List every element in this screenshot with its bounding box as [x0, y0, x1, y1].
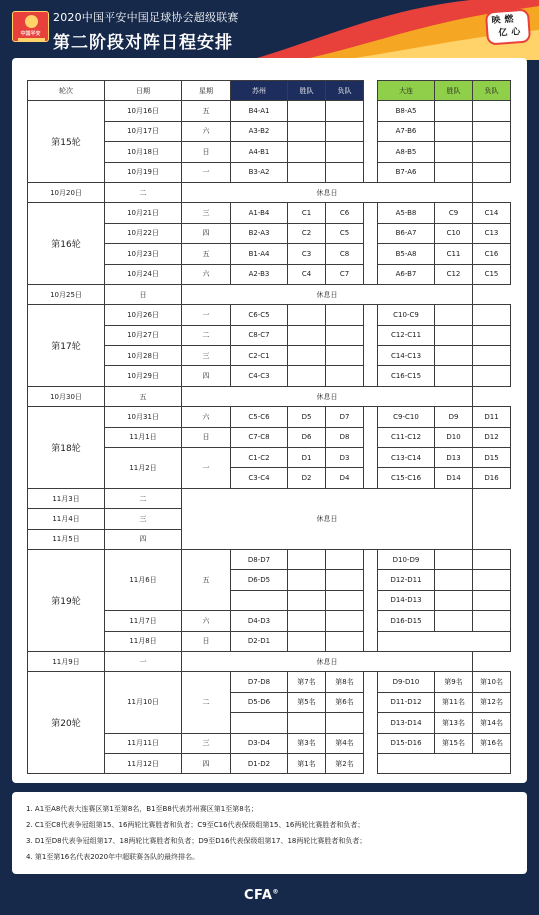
- suzhou-winner: [288, 101, 326, 121]
- suzhou-winner: [288, 611, 326, 631]
- date-cell: 11月7日: [105, 611, 182, 631]
- col-suzhou-header: 苏州: [231, 81, 288, 101]
- suzhou-winner: D6: [288, 427, 326, 447]
- suzhou-match: C8-C7: [231, 325, 288, 345]
- suzhou-match: [231, 713, 288, 733]
- col-gap: [364, 366, 378, 386]
- date-cell: 11月9日: [28, 651, 105, 671]
- suzhou-winner: 第5名: [288, 692, 326, 712]
- dalian-match: C10-C9: [378, 305, 435, 325]
- dalian-match: D15-D16: [378, 733, 435, 753]
- schedule-card: [12, 58, 527, 783]
- suzhou-loser: 第4名: [326, 733, 364, 753]
- weekday-cell: 三: [182, 733, 231, 753]
- col-gap: [364, 407, 378, 427]
- suzhou-winner: C2: [288, 223, 326, 243]
- col-gap: [364, 570, 378, 590]
- suzhou-match: A1-B4: [231, 203, 288, 223]
- suzhou-match: B2-A3: [231, 223, 288, 243]
- dalian-match: D10-D9: [378, 549, 435, 569]
- dalian-winner: [435, 611, 473, 631]
- col-gap: [364, 325, 378, 345]
- dalian-loser: C14: [473, 203, 511, 223]
- col-gap: [364, 631, 378, 651]
- dalian-loser: D11: [473, 407, 511, 427]
- weekday-cell: 三: [182, 203, 231, 223]
- col-dalian-header: 大连: [378, 81, 435, 101]
- badge-char: 燃: [504, 14, 514, 26]
- dalian-loser: [473, 305, 511, 325]
- dalian-match: D14-D13: [378, 590, 435, 610]
- date-cell: 10月30日: [28, 386, 105, 406]
- table-row: [28, 549, 511, 569]
- suzhou-match: C4-C3: [231, 366, 288, 386]
- date-cell: 10月21日: [105, 203, 182, 223]
- suzhou-loser: [326, 590, 364, 610]
- suzhou-winner: [288, 549, 326, 569]
- dalian-match: D9-D10: [378, 672, 435, 692]
- date-cell: 11月1日: [105, 427, 182, 447]
- dalian-loser: D15: [473, 448, 511, 468]
- note-line: 2. C1至C8代表争冠组第15、16两轮比赛胜者和负者；C9至C16代表保级组第15、16两轮比赛胜者和负者；: [26, 821, 365, 829]
- suzhou-match: A4-B1: [231, 142, 288, 162]
- dalian-loser: C15: [473, 264, 511, 284]
- table-row: [28, 182, 511, 202]
- suzhou-winner: [288, 570, 326, 590]
- header: [0, 0, 539, 60]
- col-dalian-loser-header: 负队: [473, 81, 511, 101]
- col-gap: [364, 101, 378, 121]
- dalian-loser: [473, 570, 511, 590]
- weekday-cell: 二: [105, 488, 182, 508]
- date-cell: 10月28日: [105, 346, 182, 366]
- suzhou-loser: [326, 713, 364, 733]
- dalian-match: A7-B6: [378, 121, 435, 141]
- suzhou-winner: C4: [288, 264, 326, 284]
- suzhou-loser: [326, 611, 364, 631]
- suzhou-match: C7-C8: [231, 427, 288, 447]
- dalian-winner: 第11名: [435, 692, 473, 712]
- suzhou-winner: D1: [288, 448, 326, 468]
- schedule-table: [27, 80, 511, 774]
- col-gap: [364, 549, 378, 569]
- dalian-winner: 第13名: [435, 713, 473, 733]
- weekday-cell: 五: [182, 244, 231, 264]
- table-row: [28, 203, 511, 223]
- suzhou-loser: [326, 142, 364, 162]
- dalian-match: C15-C16: [378, 468, 435, 488]
- suzhou-loser: [326, 549, 364, 569]
- dalian-winner: [435, 590, 473, 610]
- dalian-match: B7-A6: [378, 162, 435, 182]
- dalian-match: C13-C14: [378, 448, 435, 468]
- dalian-loser: [473, 611, 511, 631]
- dalian-winner: [435, 162, 473, 182]
- suzhou-winner: [288, 305, 326, 325]
- dalian-winner: C10: [435, 223, 473, 243]
- suzhou-winner: [288, 366, 326, 386]
- rest-day-cell: 休息日: [182, 284, 473, 304]
- dalian-match: A6-B7: [378, 264, 435, 284]
- date-cell: 10月16日: [105, 101, 182, 121]
- round-label: 第16轮: [28, 203, 105, 285]
- dalian-winner: 第9名: [435, 672, 473, 692]
- suzhou-winner: 第3名: [288, 733, 326, 753]
- dalian-match: A5-B8: [378, 203, 435, 223]
- dalian-winner: C12: [435, 264, 473, 284]
- col-gap: [364, 692, 378, 712]
- weekday-cell: 三: [182, 346, 231, 366]
- col-gap: [364, 672, 378, 692]
- suzhou-loser: C5: [326, 223, 364, 243]
- dalian-match: D12-D11: [378, 570, 435, 590]
- date-cell: 10月29日: [105, 366, 182, 386]
- rest-day-cell: 休息日: [182, 488, 473, 549]
- date-cell: 11月11日: [105, 733, 182, 753]
- note-line: 1. A1至A8代表大连赛区第1至第8名，B1至B8代表苏州赛区第1至第8名；: [26, 805, 258, 813]
- col-gap: [364, 448, 378, 468]
- weekday-cell: 四: [182, 366, 231, 386]
- col-gap: [364, 203, 378, 223]
- col-suzhou-loser-header: 负队: [326, 81, 364, 101]
- suzhou-match: C6-C5: [231, 305, 288, 325]
- dalian-loser: 第10名: [473, 672, 511, 692]
- dalian-match: C11-C12: [378, 427, 435, 447]
- dalian-empty: [378, 753, 511, 773]
- weekday-cell: 六: [182, 407, 231, 427]
- suzhou-loser: 第8名: [326, 672, 364, 692]
- rest-day-cell: 休息日: [182, 182, 473, 202]
- suzhou-loser: C7: [326, 264, 364, 284]
- logo-stripe: [18, 38, 45, 41]
- cfa-logo-text: CFA: [244, 888, 273, 903]
- suzhou-loser: [326, 631, 364, 651]
- notes-panel: [12, 792, 527, 874]
- dalian-loser: D16: [473, 468, 511, 488]
- round-label: 第18轮: [28, 407, 105, 489]
- league-name: 2020中国平安中国足球协会超级联赛: [53, 11, 239, 24]
- date-cell: 10月19日: [105, 162, 182, 182]
- col-gap: [364, 346, 378, 366]
- weekday-cell: 四: [182, 223, 231, 243]
- dalian-match: C14-C13: [378, 346, 435, 366]
- weekday-cell: 六: [182, 121, 231, 141]
- dalian-loser: [473, 346, 511, 366]
- weekday-cell: 四: [182, 753, 231, 773]
- suzhou-loser: [326, 101, 364, 121]
- dalian-winner: [435, 366, 473, 386]
- col-gap: [364, 81, 378, 101]
- weekday-cell: 日: [182, 142, 231, 162]
- suzhou-loser: [326, 570, 364, 590]
- col-round-header: 轮次: [28, 81, 105, 101]
- dalian-loser: [473, 590, 511, 610]
- table-row: [28, 488, 511, 508]
- date-cell: 10月25日: [28, 284, 105, 304]
- suzhou-winner: [288, 590, 326, 610]
- dalian-winner: [435, 325, 473, 345]
- dalian-loser: D12: [473, 427, 511, 447]
- dalian-loser: [473, 121, 511, 141]
- dalian-winner: [435, 346, 473, 366]
- date-cell: 10月20日: [28, 182, 105, 202]
- dalian-loser: [473, 101, 511, 121]
- date-cell: 10月18日: [105, 142, 182, 162]
- suzhou-loser: [326, 346, 364, 366]
- suzhou-loser: [326, 121, 364, 141]
- suzhou-winner: [288, 162, 326, 182]
- page-title: 第二阶段对阵日程安排: [53, 33, 233, 53]
- dalian-match: B8-A5: [378, 101, 435, 121]
- col-gap: [364, 142, 378, 162]
- weekday-cell: 二: [182, 672, 231, 733]
- dalian-loser: C13: [473, 223, 511, 243]
- suzhou-winner: [288, 346, 326, 366]
- suzhou-loser: D8: [326, 427, 364, 447]
- date-cell: 10月26日: [105, 305, 182, 325]
- date-cell: 10月24日: [105, 264, 182, 284]
- col-date-header: 日期: [105, 81, 182, 101]
- suzhou-match: D3-D4: [231, 733, 288, 753]
- round-label: 第20轮: [28, 672, 105, 774]
- suzhou-match: C5-C6: [231, 407, 288, 427]
- col-gap: [364, 305, 378, 325]
- badge-char: 心: [511, 27, 521, 38]
- suzhou-loser: [326, 305, 364, 325]
- col-suzhou-winner-header: 胜队: [288, 81, 326, 101]
- dalian-match: A8-B5: [378, 142, 435, 162]
- suzhou-match: D1-D2: [231, 753, 288, 773]
- suzhou-match: D2-D1: [231, 631, 288, 651]
- dalian-winner: D14: [435, 468, 473, 488]
- suzhou-match: C3-C4: [231, 468, 288, 488]
- col-gap: [364, 244, 378, 264]
- dalian-winner: D13: [435, 448, 473, 468]
- weekday-cell: 二: [105, 182, 182, 202]
- dalian-match: C12-C11: [378, 325, 435, 345]
- suzhou-winner: C3: [288, 244, 326, 264]
- note-line: 3. D1至D8代表争冠组第17、18两轮比赛胜者和负者；D9至D16代表保级组第17、18两轮比赛胜者和负者；: [26, 837, 367, 845]
- suzhou-loser: [326, 162, 364, 182]
- dalian-winner: D10: [435, 427, 473, 447]
- weekday-cell: 一: [105, 651, 182, 671]
- col-dalian-winner-header: 胜队: [435, 81, 473, 101]
- dalian-empty: [378, 631, 511, 651]
- suzhou-match: C2-C1: [231, 346, 288, 366]
- weekday-cell: 日: [182, 427, 231, 447]
- round-label: 第17轮: [28, 305, 105, 387]
- date-cell: 11月5日: [28, 529, 105, 549]
- date-cell: 11月3日: [28, 488, 105, 508]
- suzhou-winner: 第7名: [288, 672, 326, 692]
- dalian-winner: 第15名: [435, 733, 473, 753]
- suzhou-winner: D5: [288, 407, 326, 427]
- suzhou-match: D8-D7: [231, 549, 288, 569]
- suzhou-winner: [288, 631, 326, 651]
- suzhou-winner: D2: [288, 468, 326, 488]
- dalian-loser: C16: [473, 244, 511, 264]
- suzhou-match: D4-D3: [231, 611, 288, 631]
- dalian-winner: [435, 549, 473, 569]
- date-cell: 11月10日: [105, 672, 182, 733]
- date-cell: 10月27日: [105, 325, 182, 345]
- suzhou-match: [231, 590, 288, 610]
- col-gap: [364, 468, 378, 488]
- weekday-cell: 六: [182, 611, 231, 631]
- date-cell: 11月8日: [105, 631, 182, 651]
- suzhou-match: D6-D5: [231, 570, 288, 590]
- weekday-cell: 五: [182, 549, 231, 610]
- suzhou-match: B4-A1: [231, 101, 288, 121]
- suzhou-loser: D7: [326, 407, 364, 427]
- suzhou-match: C1-C2: [231, 448, 288, 468]
- round-label: 第19轮: [28, 549, 105, 651]
- date-cell: 10月22日: [105, 223, 182, 243]
- suzhou-loser: 第2名: [326, 753, 364, 773]
- slogan-badge: [485, 9, 531, 46]
- col-gap: [364, 753, 378, 773]
- football-icon: [25, 15, 38, 28]
- weekday-cell: 一: [182, 448, 231, 489]
- date-cell: 10月17日: [105, 121, 182, 141]
- dalian-match: B5-A8: [378, 244, 435, 264]
- weekday-cell: 四: [105, 529, 182, 549]
- col-gap: [364, 611, 378, 631]
- suzhou-loser: [326, 325, 364, 345]
- date-cell: 11月4日: [28, 509, 105, 529]
- suzhou-loser: C6: [326, 203, 364, 223]
- dalian-winner: [435, 101, 473, 121]
- csl-logo: [12, 11, 49, 42]
- suzhou-match: A2-B3: [231, 264, 288, 284]
- suzhou-match: A3-B2: [231, 121, 288, 141]
- dalian-match: C9-C10: [378, 407, 435, 427]
- badge-char: 亿: [498, 28, 508, 39]
- logo-text: 中国平安: [20, 31, 41, 37]
- suzhou-match: D7-D8: [231, 672, 288, 692]
- dalian-match: B6-A7: [378, 223, 435, 243]
- date-cell: 11月12日: [105, 753, 182, 773]
- suzhou-match: D5-D6: [231, 692, 288, 712]
- date-cell: 11月2日: [105, 448, 182, 489]
- suzhou-loser: C8: [326, 244, 364, 264]
- table-row: [28, 305, 511, 325]
- table-row: [28, 651, 511, 671]
- col-gap: [364, 264, 378, 284]
- suzhou-winner: [288, 121, 326, 141]
- table-row: [28, 386, 511, 406]
- weekday-cell: 五: [105, 386, 182, 406]
- suzhou-winner: [288, 325, 326, 345]
- dalian-winner: C11: [435, 244, 473, 264]
- suzhou-winner: [288, 142, 326, 162]
- weekday-cell: 三: [105, 509, 182, 529]
- weekday-cell: 二: [182, 325, 231, 345]
- col-gap: [364, 427, 378, 447]
- round-label: 第15轮: [28, 101, 105, 183]
- col-gap: [364, 733, 378, 753]
- col-gap: [364, 590, 378, 610]
- suzhou-winner: C1: [288, 203, 326, 223]
- suzhou-loser: D3: [326, 448, 364, 468]
- weekday-cell: 六: [182, 264, 231, 284]
- suzhou-loser: D4: [326, 468, 364, 488]
- dalian-winner: [435, 142, 473, 162]
- dalian-loser: [473, 325, 511, 345]
- suzhou-match: B1-A4: [231, 244, 288, 264]
- dalian-loser: [473, 549, 511, 569]
- col-gap: [364, 223, 378, 243]
- col-gap: [364, 162, 378, 182]
- dalian-loser: [473, 142, 511, 162]
- weekday-cell: 一: [182, 305, 231, 325]
- dalian-winner: [435, 305, 473, 325]
- table-row: [28, 101, 511, 121]
- weekday-cell: 一: [182, 162, 231, 182]
- table-row: [28, 407, 511, 427]
- rest-day-cell: 休息日: [182, 651, 473, 671]
- date-cell: 10月23日: [105, 244, 182, 264]
- dalian-winner: C9: [435, 203, 473, 223]
- dalian-winner: [435, 570, 473, 590]
- cfa-logo: [244, 888, 279, 903]
- dalian-loser: 第12名: [473, 692, 511, 712]
- table-row: [28, 284, 511, 304]
- date-cell: 10月31日: [105, 407, 182, 427]
- weekday-cell: 日: [105, 284, 182, 304]
- dalian-loser: [473, 366, 511, 386]
- suzhou-loser: 第6名: [326, 692, 364, 712]
- suzhou-match: B3-A2: [231, 162, 288, 182]
- dalian-match: C16-C15: [378, 366, 435, 386]
- registered-mark: ®: [272, 888, 279, 896]
- dalian-winner: D9: [435, 407, 473, 427]
- dalian-match: D13-D14: [378, 713, 435, 733]
- suzhou-winner: [288, 713, 326, 733]
- rest-day-cell: 休息日: [182, 386, 473, 406]
- dalian-loser: [473, 162, 511, 182]
- dalian-loser: 第16名: [473, 733, 511, 753]
- col-weekday-header: 星期: [182, 81, 231, 101]
- badge-char: 映: [491, 15, 501, 27]
- weekday-cell: 五: [182, 101, 231, 121]
- col-gap: [364, 121, 378, 141]
- suzhou-loser: [326, 366, 364, 386]
- table-row: [28, 672, 511, 692]
- note-line: 4. 第1至第16名代表2020年中超联赛各队的最终排名。: [26, 853, 200, 861]
- suzhou-winner: 第1名: [288, 753, 326, 773]
- date-cell: 11月6日: [105, 549, 182, 610]
- dalian-match: D11-D12: [378, 692, 435, 712]
- weekday-cell: 日: [182, 631, 231, 651]
- dalian-winner: [435, 121, 473, 141]
- dalian-match: D16-D15: [378, 611, 435, 631]
- dalian-loser: 第14名: [473, 713, 511, 733]
- table-header-row: [28, 81, 511, 101]
- col-gap: [364, 713, 378, 733]
